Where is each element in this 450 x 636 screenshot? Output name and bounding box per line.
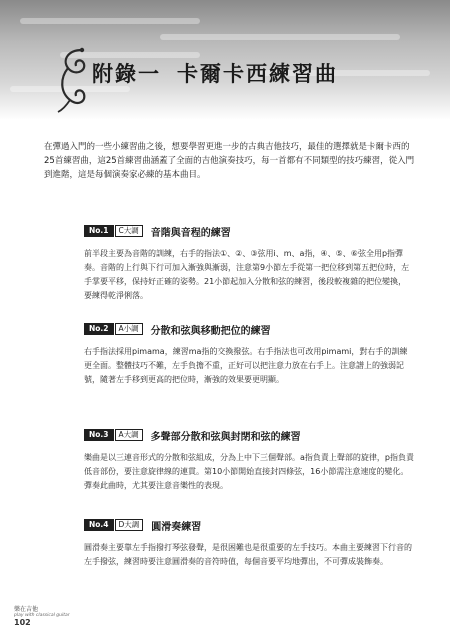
footer-subtitle: play with classical guitar: [14, 613, 70, 618]
section-body: 圓滑奏主要靠左手指撥打琴弦發聲，是很困難也是很重要的左手技巧。本曲主要練習下行音的左手撥弦，練習時要注意圓滑奏的音符時值，每個音要平均地彈出，不可彈成裝飾奏。: [84, 543, 412, 566]
section-title: 圓滑奏練習: [151, 521, 202, 533]
title-part2: 卡爾卡西練習曲: [177, 62, 338, 86]
page-number: 102: [14, 618, 31, 627]
section-number-badge: No.3: [84, 429, 114, 441]
section-title: 分散和弦與移動把位的練習: [150, 325, 271, 337]
section-header: [84, 428, 414, 442]
section-number-badge: No.1: [84, 225, 114, 237]
page-title: [92, 58, 338, 88]
title-part1: 附錄一: [92, 62, 161, 86]
section-4: [84, 518, 414, 569]
key-badge: A小調: [115, 323, 143, 335]
section-body: 右手指法採用pimama，練習ma指的交換撥弦。右手指法也可改用pimami，對右手的訓練更全面。整體技巧不難，左手負擔不重，正好可以把注意力放在右手上。注意譜上的強弱記號，隨著左手移到更高的把位時，漸強的效果要更明顯。: [84, 347, 408, 384]
section-header: [84, 322, 414, 336]
section-header: [84, 518, 414, 532]
key-badge: D大調: [115, 519, 144, 531]
page-footer: [14, 604, 114, 634]
section-body: 樂曲是以三連音形式的分散和弦組成，分為上中下三個聲部。a指負責上聲部的旋律，p指負責低音部份，要注意旋律線的連貫。第10小節開始直接封四條弦，16小節需注意速度的變化。彈奏此曲時，尤其要注意音樂性的表現。: [84, 453, 414, 490]
section-body: 前半段主要為音階的訓練，右手的指法①、②、③弦用i、m、a指，④、⑤、⑥弦全用p指彈奏。音階的上行與下行可加入漸強與漸弱，注意第9小節左手從第一把位移到第五把位時，左手掌要平移，保持好正確的姿勢。21小節起加入分散和弦的練習，後段較複雜的把位變換，要練得乾淨俐落。: [84, 249, 410, 300]
intro-paragraph: 在彈過入門的一些小練習曲之後，想要學習更進一步的古典吉他技巧，最佳的選擇就是卡爾卡西的25首練習曲，這25首練習曲涵蓋了全面的吉他演奏技巧，每一首都有不同類型的技巧練習，從入門到進階，這是每個演奏家必練的基本曲目。: [44, 142, 415, 180]
scroll-ornament-icon: [54, 44, 90, 114]
section-3: [84, 428, 414, 493]
section-number-badge: No.4: [84, 519, 114, 531]
section-title: 音階與音程的練習: [150, 227, 231, 239]
section-number-badge: No.2: [84, 323, 114, 335]
key-badge: A大調: [115, 429, 143, 441]
section-2: [84, 322, 414, 387]
section-1: [84, 224, 414, 303]
section-header: [84, 224, 414, 238]
footer-book-title: 樂在吉他: [14, 606, 39, 613]
section-title: 多聲部分散和弦與封閉和弦的練習: [150, 431, 301, 443]
key-badge: C大調: [115, 225, 143, 237]
